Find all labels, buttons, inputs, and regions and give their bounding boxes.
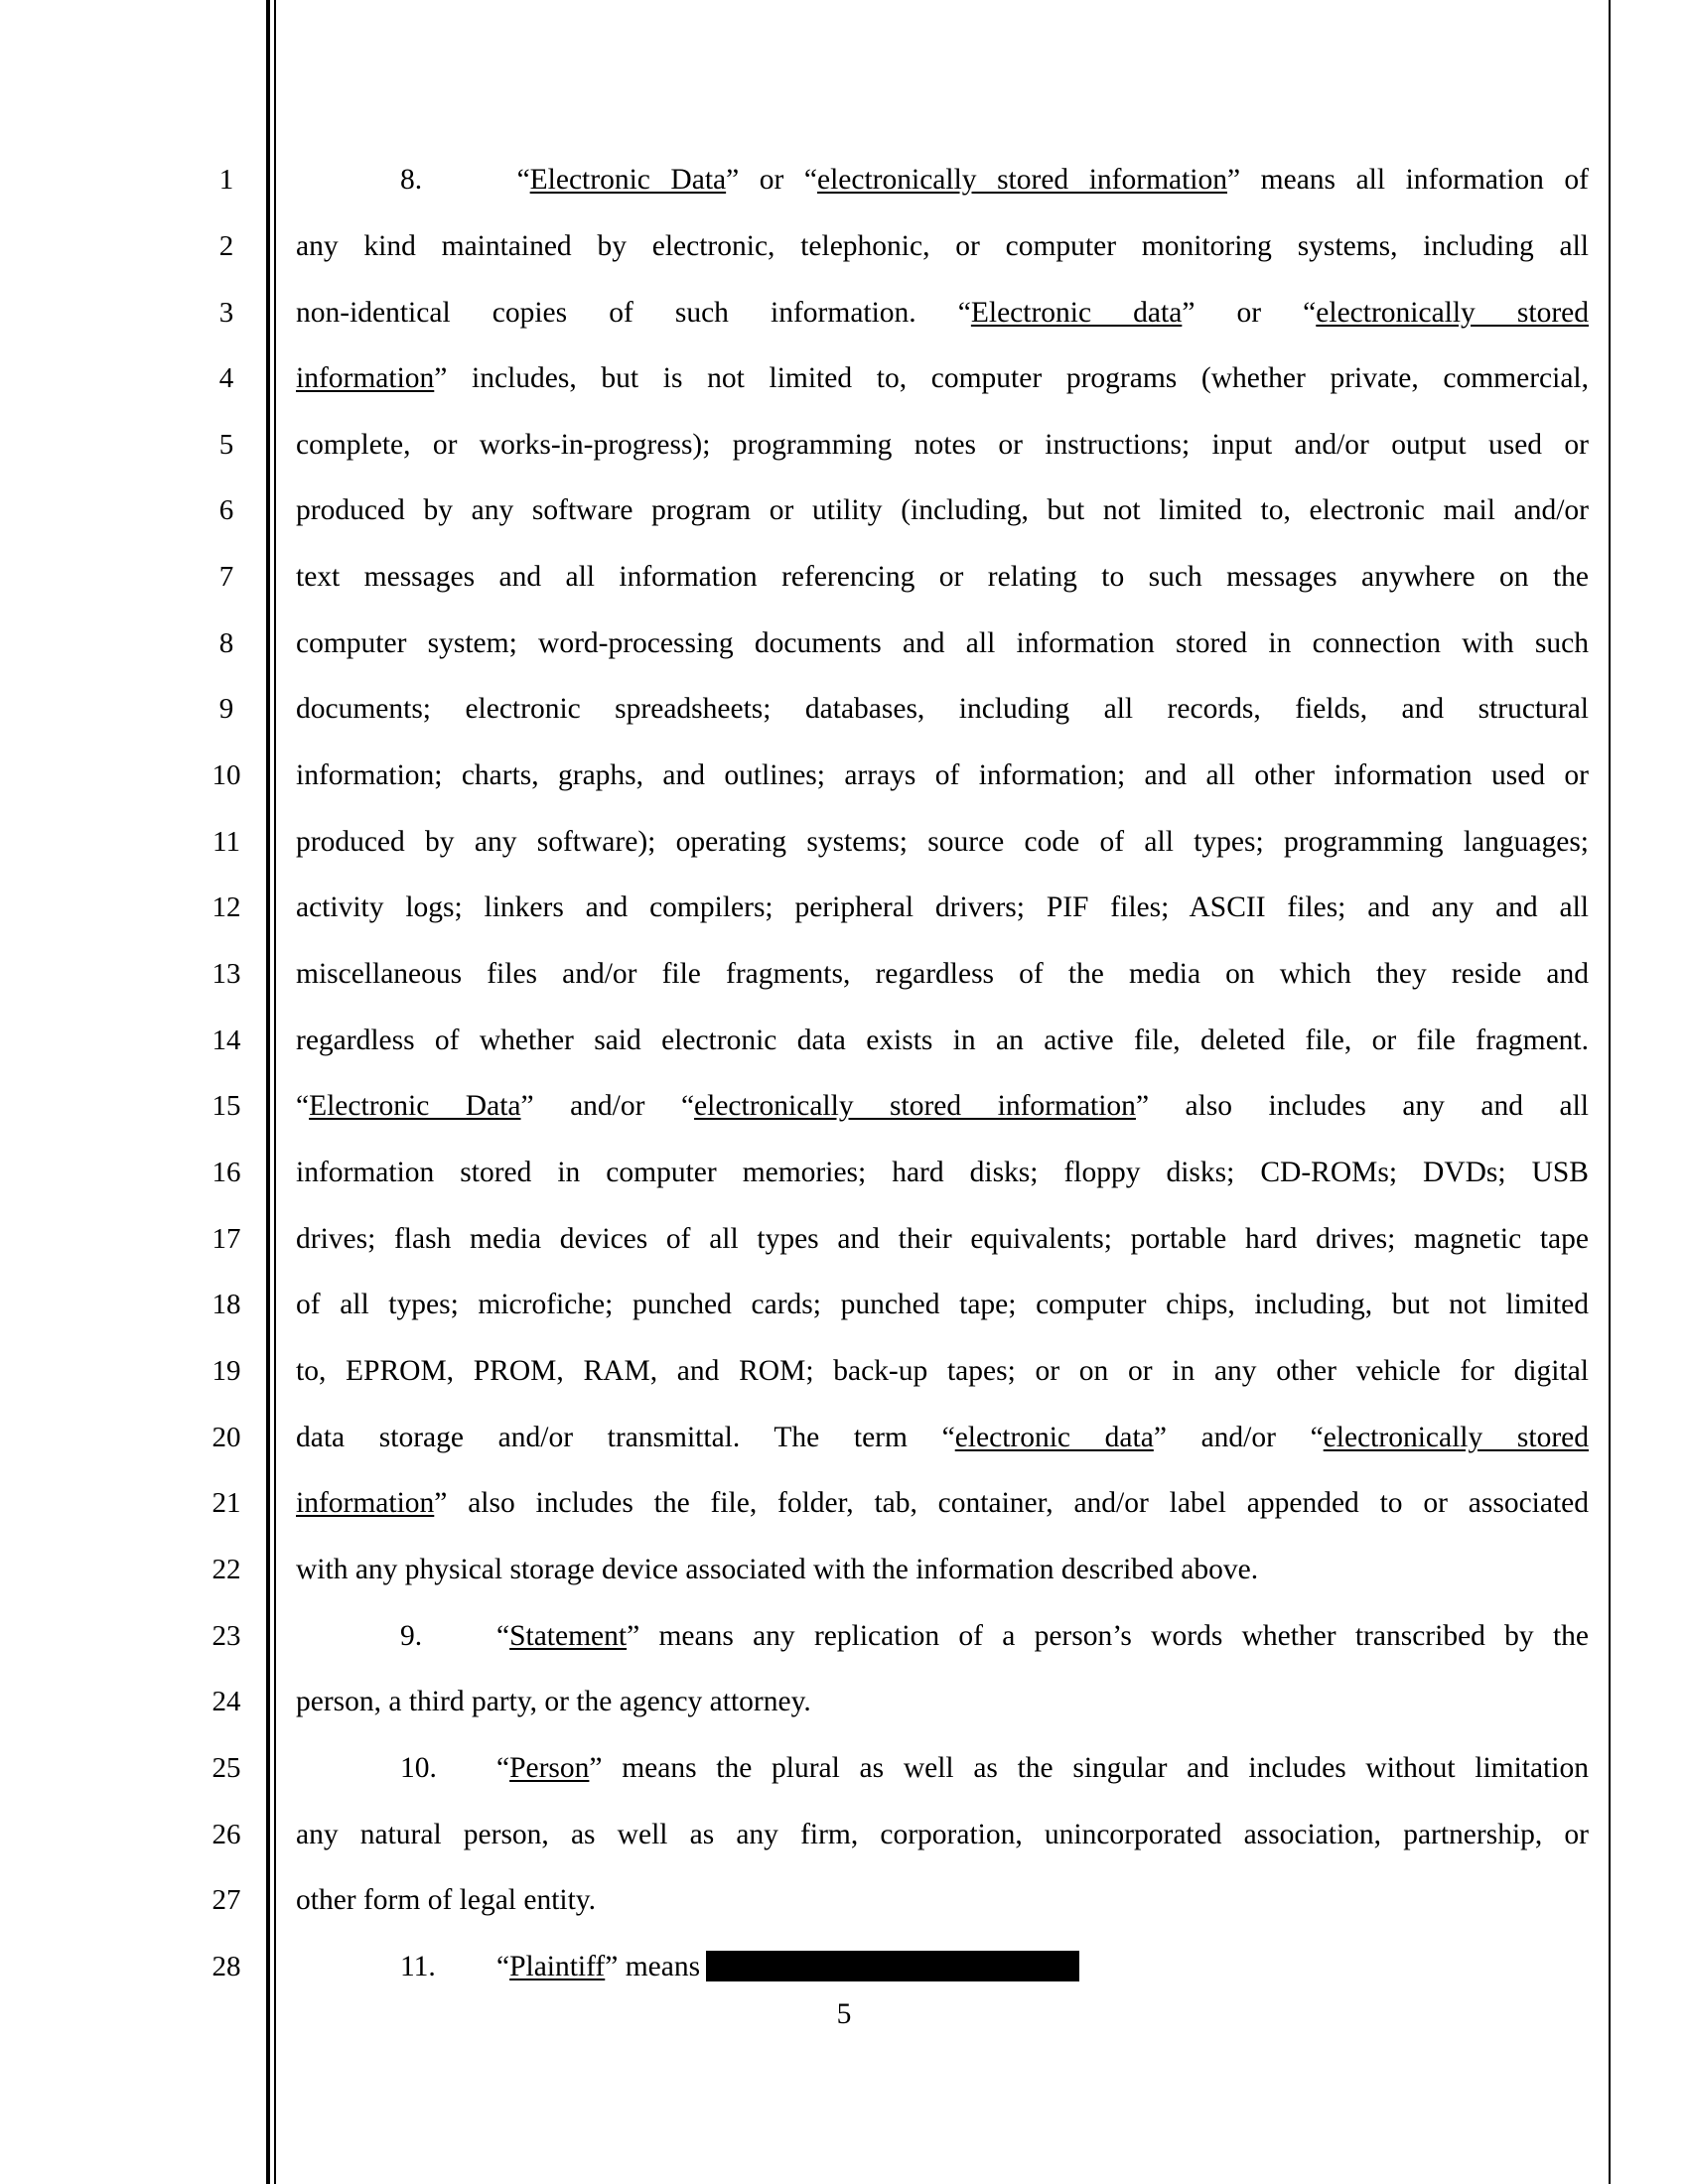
paragraph-8-line: information” includes, but is not limited to, computer programs (whether private, commercial,: [296, 362, 1589, 394]
line-number: 21: [211, 1487, 241, 1519]
paragraph-11-line: 11. “Plaintiff” means: [296, 1950, 1589, 1983]
paragraph-8-line: activity logs; linkers and compilers; peripheral drivers; PIF files; ASCII files; and any and all: [296, 891, 1589, 923]
line-number: 14: [211, 1024, 241, 1056]
line-number: 18: [211, 1289, 241, 1320]
paragraph-10-line: other form of legal entity.: [296, 1884, 597, 1916]
line-number: 23: [211, 1620, 241, 1652]
paragraph-number: 10.: [400, 1752, 437, 1784]
defined-term: electronically stored: [1316, 297, 1589, 329]
right-margin-rule: [1609, 0, 1611, 2184]
line-number: 25: [211, 1752, 241, 1784]
paragraph-9-line: 9. “Statement” means any replication of a person’s words whether transcribed by the: [296, 1619, 1589, 1653]
paragraph-number: 8.: [400, 164, 423, 196]
paragraph-8-line: drives; flash media devices of all types and their equivalents; portable hard drives; magnetic tape: [296, 1223, 1589, 1255]
line-number: 13: [211, 958, 241, 990]
line-number: 24: [211, 1686, 241, 1717]
defined-term: electronic data: [954, 1422, 1154, 1453]
defined-term: electronically stored information: [694, 1090, 1136, 1122]
defined-term: Electronic Data: [529, 164, 727, 196]
line-number: 15: [211, 1090, 241, 1122]
line-number: 9: [218, 693, 234, 725]
paragraph-number: 11.: [400, 1951, 436, 1982]
line-number: 12: [211, 891, 241, 923]
line-number: 2: [218, 230, 234, 262]
defined-term: Statement: [509, 1620, 628, 1652]
paragraph-8-line: “Electronic Data” and/or “electronically stored information” also includes any and all: [296, 1090, 1590, 1122]
defined-term: electronically stored: [1323, 1422, 1589, 1453]
paragraph-8-line: text messages and all information referencing or relating to such messages anywhere on the: [296, 561, 1589, 593]
defined-term: Electronic Data: [309, 1090, 521, 1122]
defined-term: Person: [509, 1752, 590, 1784]
defined-term: information: [296, 362, 435, 394]
paragraph-8-line: information” also includes the file, folder, tab, container, and/or label appended to or associated: [296, 1487, 1589, 1519]
paragraph-8-line: complete, or works-in-progress); programming notes or instructions; input and/or output used or: [296, 429, 1589, 461]
paragraph-10-line: any natural person, as well as any firm, corporation, unincorporated association, partnership, or: [296, 1819, 1589, 1850]
defined-term: electronically stored information: [817, 164, 1227, 196]
line-number: 16: [211, 1157, 241, 1188]
line-number: 7: [218, 561, 234, 593]
line-number: 22: [211, 1554, 241, 1585]
paragraph-8-line: miscellaneous files and/or file fragments, regardless of the media on which they reside and: [296, 958, 1589, 990]
line-number: 5: [218, 429, 234, 461]
line-number: 28: [211, 1951, 241, 1982]
line-number: 27: [211, 1884, 241, 1916]
line-number: 3: [218, 297, 234, 329]
paragraph-8-line: regardless of whether said electronic data exists in an active file, deleted file, or file fragment.: [296, 1024, 1589, 1056]
line-number: 4: [218, 362, 234, 394]
paragraph-10-line: 10. “Person” means the plural as well as the singular and includes without limitation: [296, 1751, 1589, 1785]
paragraph-8-line: non-identical copies of such information. “Electronic data” or “electronically stored: [296, 297, 1589, 329]
line-number: 20: [211, 1422, 241, 1453]
line-number: 8: [218, 627, 234, 659]
line-number: 6: [218, 494, 234, 526]
paragraph-8-line: any kind maintained by electronic, telephonic, or computer monitoring systems, including all: [296, 230, 1589, 262]
left-margin-rule-outer: [266, 0, 270, 2184]
line-number: 11: [212, 826, 240, 858]
defined-term: Plaintiff: [509, 1951, 606, 1982]
defined-term: information: [296, 1487, 435, 1519]
paragraph-8-line: 8. “Electronic Data” or “electronically stored information” means all information of: [296, 163, 1589, 197]
paragraph-9-line: person, a third party, or the agency attorney.: [296, 1686, 811, 1717]
line-number: 10: [211, 759, 241, 791]
paragraph-8-line: information stored in computer memories; hard disks; floppy disks; CD-ROMs; DVDs; USB: [296, 1157, 1589, 1188]
defined-term: Electronic data: [970, 297, 1183, 329]
paragraph-8-line: information; charts, graphs, and outlines; arrays of information; and all other information used or: [296, 759, 1589, 791]
line-number: 17: [211, 1223, 241, 1255]
paragraph-8-line: with any physical storage device associated with the information described above.: [296, 1554, 1259, 1585]
line-number: 26: [211, 1819, 241, 1850]
paragraph-8-line: of all types; microfiche; punched cards; punched tape; computer chips, including, but not limited: [296, 1289, 1589, 1320]
left-margin-rule-inner: [274, 0, 276, 2184]
paragraph-8-line: to, EPROM, PROM, RAM, and ROM; back-up tapes; or on or in any other vehicle for digital: [296, 1355, 1589, 1387]
paragraph-number: 9.: [400, 1620, 423, 1652]
paragraph-8-line: documents; electronic spreadsheets; databases, including all records, fields, and structural: [296, 693, 1589, 725]
paragraph-8-line: produced by any software); operating systems; source code of all types; programming languages;: [296, 826, 1589, 858]
line-number: 19: [211, 1355, 241, 1387]
page-number: 5: [836, 1998, 852, 2030]
redaction-bar: [706, 1951, 1079, 1981]
line-number: 1: [218, 164, 234, 196]
paragraph-8-line: computer system; word-processing documents and all information stored in connection with such: [296, 627, 1589, 659]
paragraph-8-line: data storage and/or transmittal. The term “electronic data” and/or “electronically stored: [296, 1422, 1589, 1453]
paragraph-8-line: produced by any software program or utility (including, but not limited to, electronic mail and/or: [296, 494, 1589, 526]
